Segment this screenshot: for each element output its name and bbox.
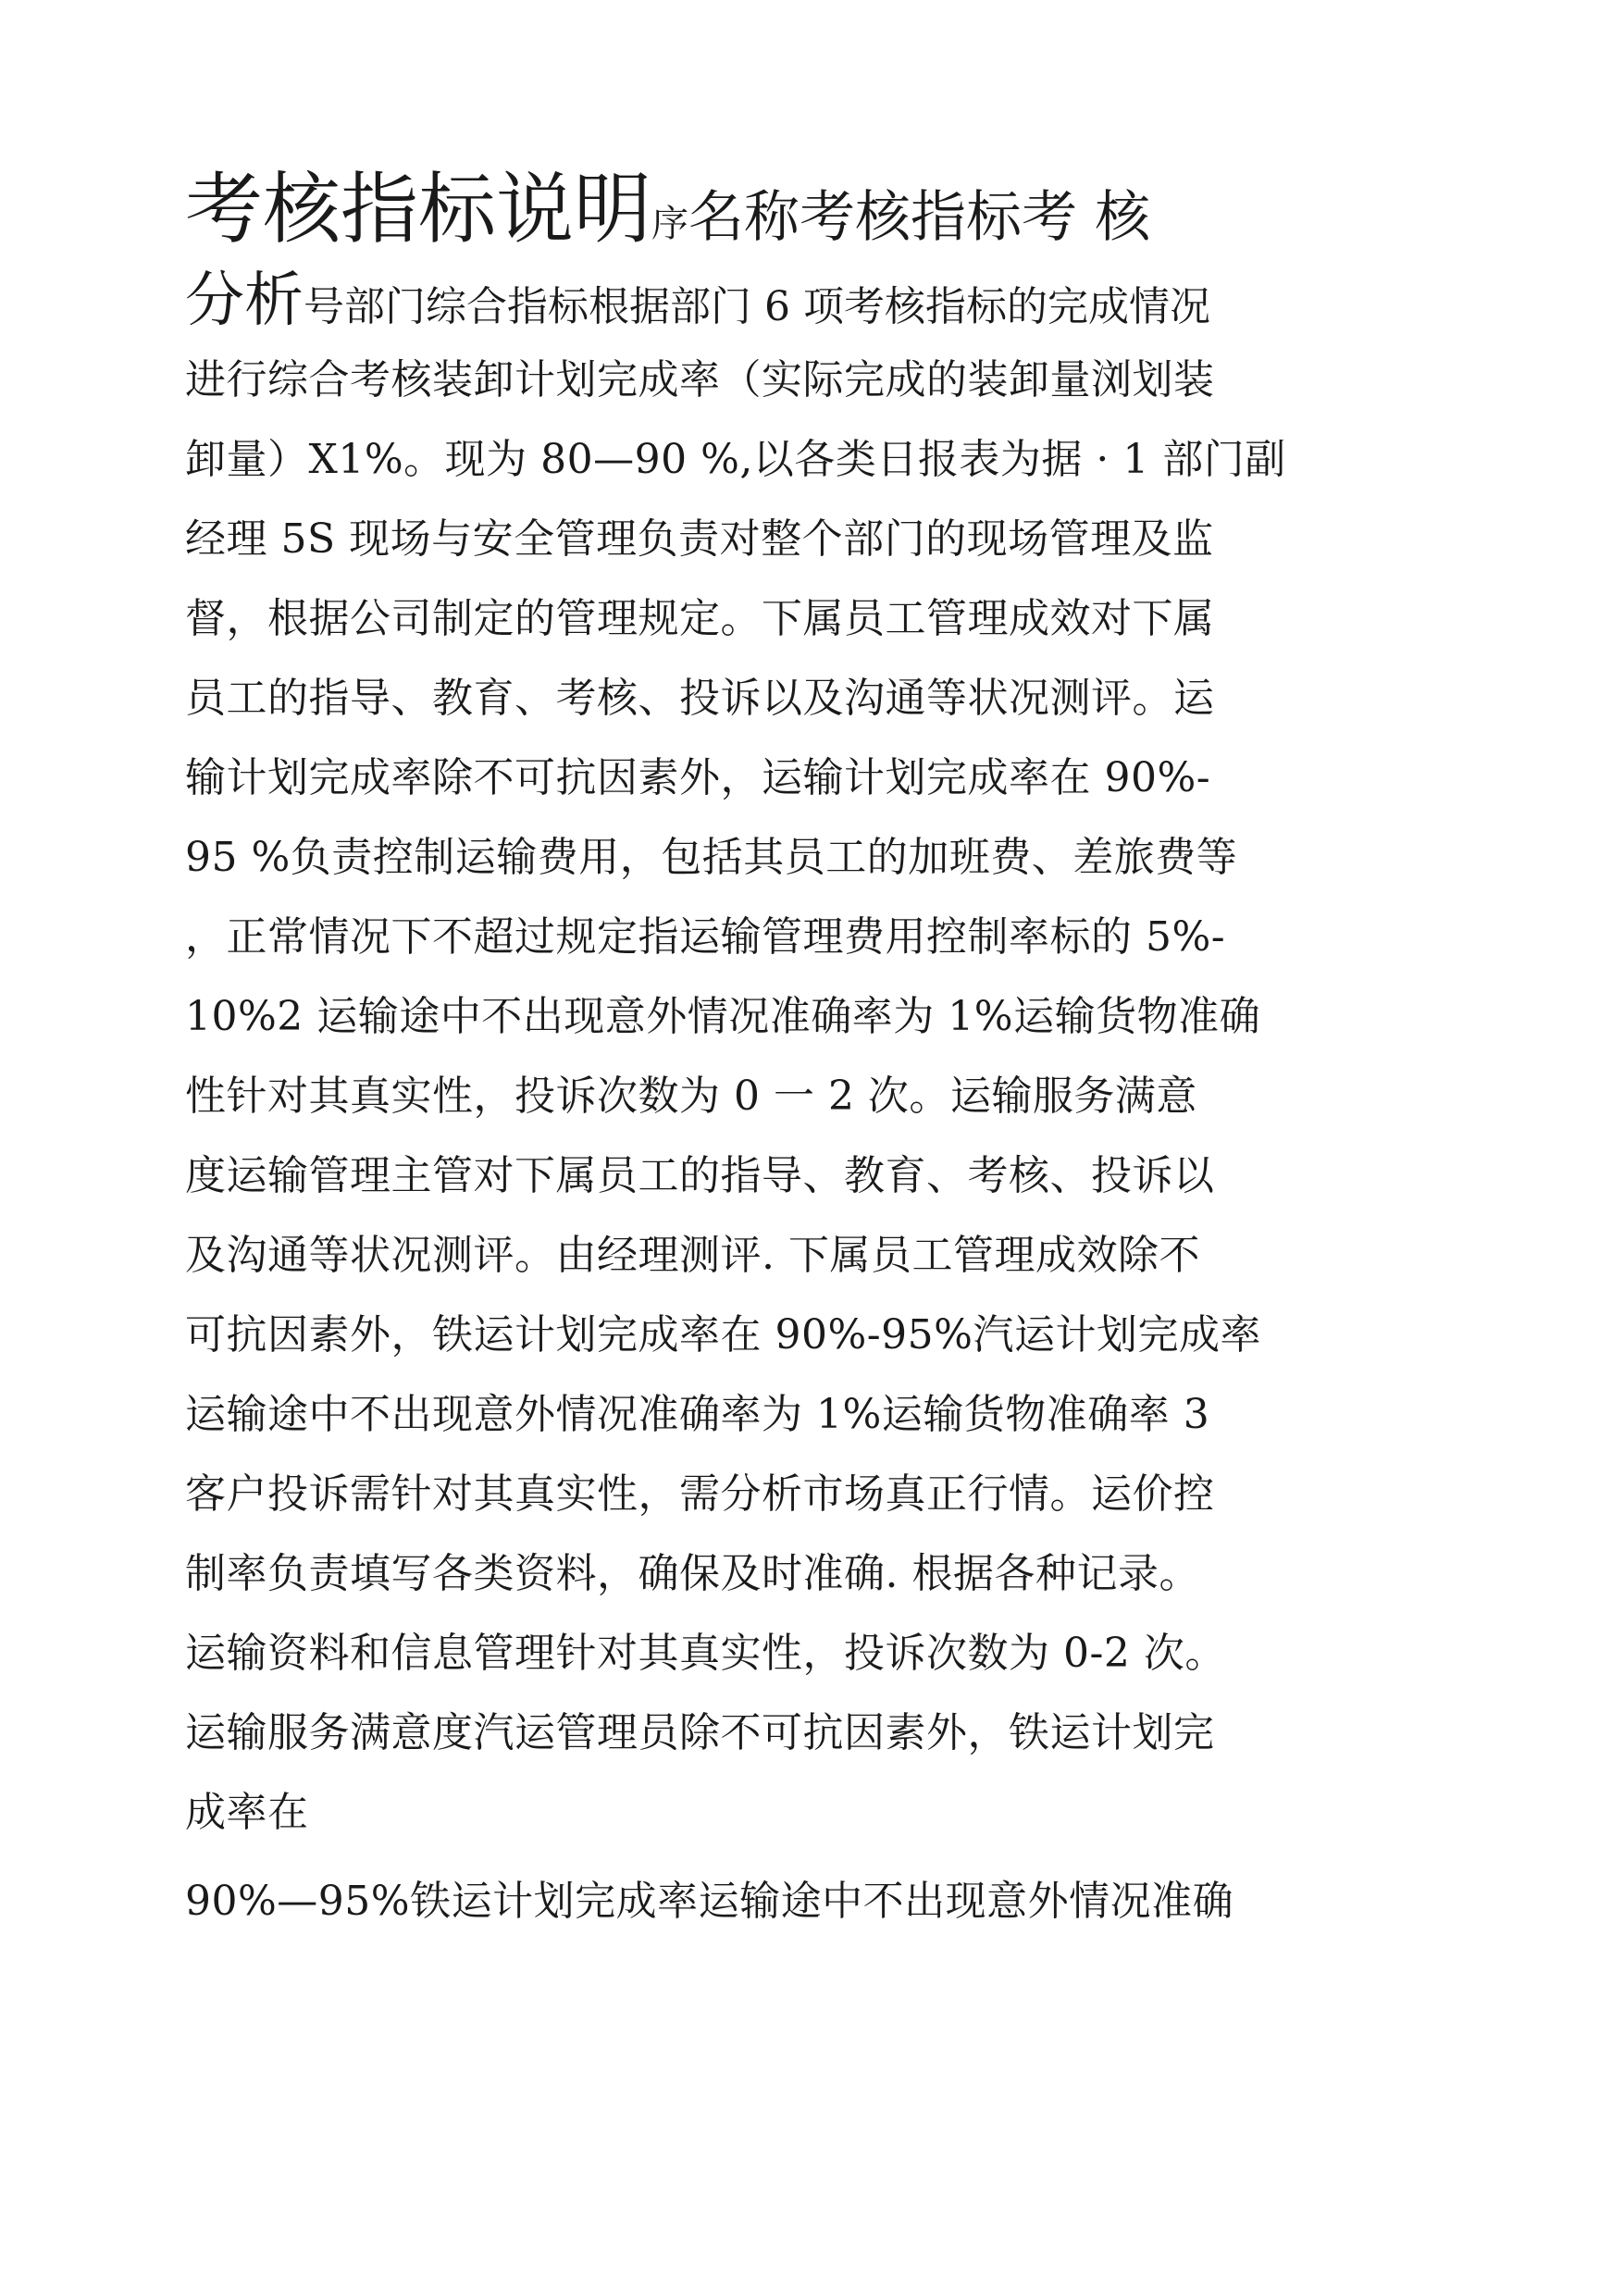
text-line: 督，根据公司制定的管理规定。下属员工管理成效对下属 <box>185 595 1215 642</box>
document-title-line <box>185 157 1453 261</box>
analysis-heading: 分析 <box>185 267 304 335</box>
text-line: 运输资料和信息管理针对其真实性，投诉次数为 0-2 次。 <box>185 1630 1226 1677</box>
text-line: 进行综合考核装卸计划完成率（实际完成的装卸量浏划装 <box>185 356 1215 403</box>
text-line: 可抗因素外，铁运计划完成率在 90%-95%汽运计划完成率 <box>185 1311 1261 1358</box>
text-line: 90%—95%铁运计划完成率运输途中不出现意外情况准确 <box>185 1878 1234 1925</box>
text-line: 10%2 运输途中不出现意外情况准确率为 1%运输货物准确 <box>185 993 1261 1040</box>
document-subtitle-line <box>185 261 1453 341</box>
text-line: 输计划完成率除不可抗因素外，运输计划完成率在 90%- <box>185 754 1211 801</box>
text-line: 运输服务满意度汽运管理员除不可抗因素外，铁运计划完 <box>185 1709 1215 1756</box>
paragraph-gap <box>185 1853 1453 1862</box>
document-body <box>185 157 1453 1941</box>
text-line: 卸量）X1%。现为 80—90 %,以各类日报表为据 · 1 部门副 <box>185 436 1286 483</box>
text-line: 员工的指导、教育、考核、投诉以及沟通等状况测评。运 <box>185 675 1215 722</box>
title-column-headers: 名称考核指标考 核 <box>688 185 1151 250</box>
text-line: 制率负责填写各类资料，确保及时准确. 根据各种记录。 <box>185 1550 1200 1597</box>
text-line: 客户投诉需针对其真实性，需分析市场真正行情。运价控 <box>185 1470 1215 1518</box>
text-line: 运输途中不出现意外情况准确率为 1%运输货物准确率 3 <box>185 1391 1210 1438</box>
text-line: 及沟通等状况测评。由经理测评. 下属员工管理成效除不 <box>185 1232 1200 1279</box>
text-line: ，正常情况下不超过规定指运输管理费用控制率标的 5%- <box>185 913 1226 961</box>
text-line: 经理 5S 现场与安全管理负责对整个部门的现场管理及监 <box>185 515 1214 563</box>
subtitle-text: 号部门综合指标根据部门 6 项考核指标的完成情况 <box>304 283 1210 330</box>
title-sequence-label: 序 <box>651 203 689 245</box>
text-line: 成率在 <box>185 1789 309 1836</box>
document-title: 考核指标说明 <box>185 164 652 254</box>
text-line: 95 %负责控制运输费用，包括其员工的加班费、差旅费等 <box>185 834 1238 881</box>
text-line: 性针对其真实性，投诉次数为 0 一 2 次。运输服务满意 <box>185 1073 1197 1120</box>
text-line: 度运输管理主管对下属员工的指导、教育、考核、投诉以 <box>185 1152 1215 1199</box>
